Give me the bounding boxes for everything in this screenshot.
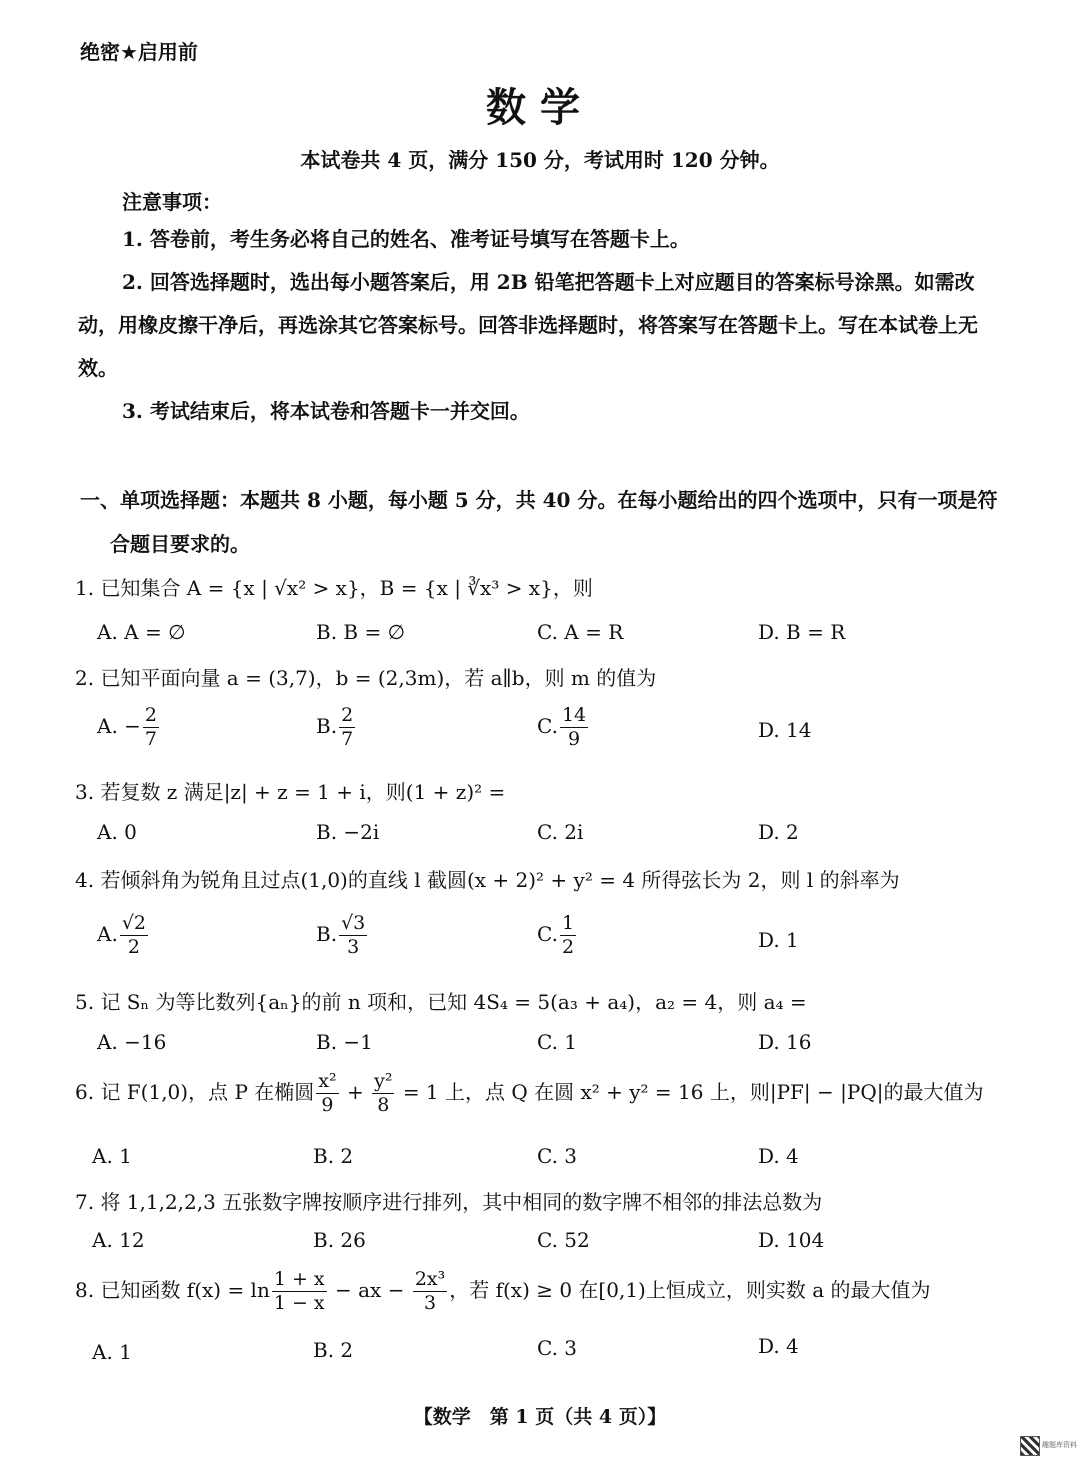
q2-option-a-label: A. − — [97, 714, 141, 738]
q5-option-b: B. −1 — [316, 1030, 373, 1054]
q2-option-b-label: B. — [316, 714, 338, 738]
q5-option-c: C. 1 — [537, 1030, 578, 1054]
numerator: y² — [374, 1070, 393, 1092]
q4-option-c — [537, 914, 578, 957]
q4-option-c-fraction — [560, 914, 576, 957]
qr-code-icon — [1020, 1436, 1040, 1456]
q1-option-c: C. A = R — [537, 620, 624, 644]
q1-option-b: B. B = ∅ — [316, 620, 406, 644]
numerator: 2x³ — [414, 1268, 446, 1290]
q4-option-a — [97, 914, 150, 957]
notice-item: 3. 考试结束后，将本试卷和答题卡一并交回。 — [122, 399, 530, 423]
q6-fraction-x — [316, 1072, 338, 1115]
notice-item: 2. 回答选择题时，选出每小题答案后，用 2B 铅笔把答题卡上对应题目的答案标号涂黑。如需改动，用橡皮擦干净后，再选涂其它答案标号。回答非选择题时，将答案写在答题卡上。写在本试卷上无效。 — [78, 270, 978, 380]
q4-option-b-label: B. — [316, 922, 338, 946]
q8-stem-part2: ，若 f(x) ≥ 0 在[0,1)上恒成立，则实数 a 的最大值为 — [449, 1278, 931, 1302]
q8-option-d: D. 4 — [758, 1334, 799, 1358]
denominator: 2 — [127, 936, 140, 958]
q4-option-d: D. 1 — [758, 928, 799, 952]
numerator: 14 — [561, 704, 587, 726]
section-heading — [80, 478, 1010, 566]
section-line-2: 合题目要求的。 — [110, 532, 250, 556]
q7-option-b: B. 26 — [313, 1228, 366, 1252]
denominator: 7 — [144, 728, 158, 750]
numerator: 1 + x — [273, 1268, 325, 1290]
question-1-stem: 1. 已知集合 A = {x | √x² > x}，B = {x | ∛x³ > x}，则 — [75, 576, 593, 600]
q6-option-a: A. 1 — [92, 1144, 132, 1168]
q8-option-a: A. 1 — [92, 1340, 132, 1364]
notice-heading: 注意事项： — [122, 190, 222, 214]
denominator: 8 — [377, 1094, 390, 1116]
q7-option-d: D. 104 — [758, 1228, 825, 1252]
question-4-stem: 4. 若倾斜角为锐角且过点(1,0)的直线 l 截圆(x + 2)² + y² = 4 所得弦长为 2，则 l 的斜率为 — [75, 868, 900, 892]
section-line-1: 一、单项选择题：本题共 8 小题，每小题 5 分，共 40 分。在每小题给出的四个选项中，只有一项是符 — [80, 488, 998, 512]
q7-option-c: C. 52 — [537, 1228, 590, 1252]
q1-option-d: D. B = R — [758, 620, 846, 644]
numerator: 1 — [561, 912, 575, 934]
q3-option-d: D. 2 — [758, 820, 799, 844]
page-footer: 【数学 第 1 页（共 4 页）】 — [413, 1406, 667, 1428]
watermark-text: 趣题库资料 — [1042, 1441, 1077, 1449]
q3-option-c: C. 2i — [537, 820, 584, 844]
q2-option-a — [97, 706, 161, 749]
q2-option-b-fraction — [339, 706, 355, 749]
denominator: 9 — [321, 1094, 334, 1116]
confidential-label: 绝密★启用前 — [80, 40, 198, 64]
q6-option-c: C. 3 — [537, 1144, 578, 1168]
q8-fraction-cubic — [413, 1270, 447, 1313]
question-6-stem: 6. 记 F(1,0)，点 P 在椭圆 $\frac{\text{x²}}{9}$ + $\frac{\text{y²}}{8}$ = 1 上，点 Q 在圆 x² + y² = 16 上，则|PF| − |PQ|的最大值为 — [75, 1070, 984, 1116]
q8-stem-part1: 8. 已知函数 f(x) = ln — [75, 1278, 270, 1302]
denominator: 1 − x — [273, 1292, 325, 1314]
numerator: √3 — [341, 912, 366, 934]
exam-info: 本试卷共 4 页，满分 150 分，考试用时 120 分钟。 — [300, 148, 780, 172]
numerator: 2 — [341, 704, 354, 726]
denominator: 2 — [561, 936, 575, 958]
q6-ellipse-equals: = 1 — [402, 1080, 439, 1104]
notice-item: 1. 答卷前，考生务必将自己的姓名、准考证号填写在答题卡上。 — [122, 227, 690, 251]
q3-option-b: B. −2i — [316, 820, 380, 844]
question-3-stem: 3. 若复数 z 满足|z| + z = 1 + i，则(1 + z)² = — [75, 780, 506, 804]
q6-fraction-y — [372, 1072, 394, 1115]
denominator: 3 — [423, 1292, 437, 1314]
q2-option-c-label: C. — [537, 714, 558, 738]
question-8-stem — [75, 1270, 930, 1313]
denominator: 3 — [347, 936, 360, 958]
q2-option-d: D. 14 — [758, 718, 812, 742]
q4-option-b-fraction — [339, 914, 367, 957]
denominator: 7 — [341, 728, 354, 750]
q2-option-c — [537, 706, 590, 749]
question-7-stem: 7. 将 1,1,2,2,3 五张数字牌按顺序进行排列，其中相同的数字牌不相邻的排法总数为 — [75, 1190, 823, 1214]
q8-option-b: B. 2 — [313, 1338, 354, 1362]
q1-option-a: A. A = ∅ — [97, 620, 186, 644]
q4-option-a-fraction — [120, 914, 148, 957]
q8-option-c: C. 3 — [537, 1336, 578, 1360]
q2-option-a-fraction — [143, 706, 159, 749]
q2-option-b — [316, 706, 357, 749]
q3-option-a: A. 0 — [97, 820, 137, 844]
question-5-stem: 5. 记 Sₙ 为等比数列{aₙ}的前 n 项和，已知 4S₄ = 5(a₃ + a₄)，a₂ = 4，则 a₄ = — [75, 990, 807, 1014]
q4-option-c-label: C. — [537, 922, 558, 946]
q6-option-d: D. 4 — [758, 1144, 799, 1168]
question-2-stem: 2. 已知平面向量 a = (3,7)，b = (2,3m)，若 a∥b，则 m 的值为 — [75, 666, 657, 690]
numerator: x² — [318, 1070, 337, 1092]
q6-stem-part1: 6. 记 F(1,0)，点 P 在椭圆 — [75, 1080, 315, 1104]
q5-option-a: A. −16 — [97, 1030, 167, 1054]
q2-option-c-fraction — [560, 706, 588, 749]
q8-stem-mid: − ax − — [335, 1278, 405, 1302]
q6-option-b: B. 2 — [313, 1144, 354, 1168]
q6-stem-part2: 上，点 Q 在圆 x² + y² = 16 上，则|PF| − |PQ|的最大值为 — [445, 1080, 984, 1104]
q8-fraction-log — [272, 1270, 327, 1313]
q4-option-b — [316, 914, 369, 957]
numerator: √2 — [121, 912, 147, 934]
q5-option-d: D. 16 — [758, 1030, 812, 1054]
page-title: 数学 — [486, 85, 594, 131]
q4-option-a-label: A. — [97, 922, 118, 946]
numerator: 2 — [144, 704, 158, 726]
notice-list — [78, 218, 998, 433]
denominator: 9 — [568, 728, 581, 750]
q7-option-a: A. 12 — [92, 1228, 145, 1252]
